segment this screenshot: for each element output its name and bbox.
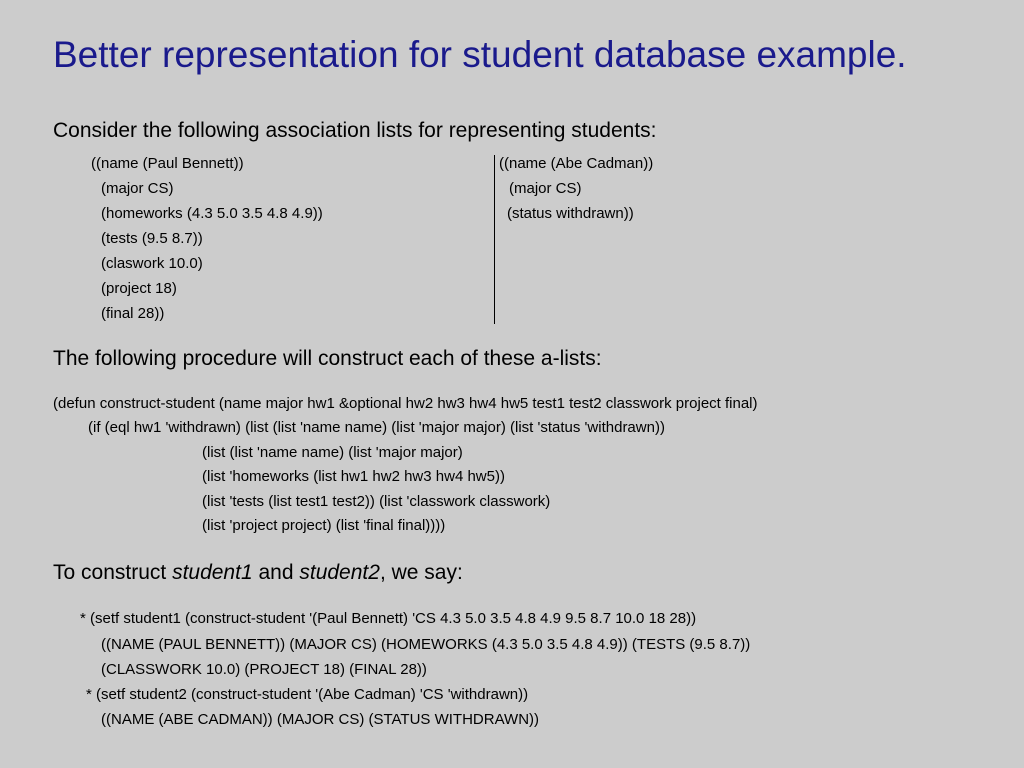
column-divider	[494, 155, 495, 324]
construct-heading	[53, 561, 463, 585]
repl-line: * (setf student2 (construct-student '(Abe Cadman) 'CS 'withdrawn))	[86, 686, 529, 703]
alist-left-line: (major CS)	[101, 180, 174, 197]
student1-name: student1	[172, 561, 253, 584]
repl-line: * (setf student1 (construct-student '(Paul Bennett) 'CS 4.3 5.0 3.5 4.8 4.9 9.5 8.7 10.0 18 28))	[80, 610, 697, 627]
alist-left-line: ((name (Paul Bennett))	[91, 155, 244, 172]
alist-left-line: (final 28))	[101, 305, 165, 322]
alist-left-line: (project 18)	[101, 280, 177, 297]
alist-left-line: (homeworks (4.3 5.0 3.5 4.8 4.9))	[101, 205, 323, 222]
student2-name: student2	[299, 561, 380, 584]
alist-left-line: (tests (9.5 8.7))	[101, 230, 203, 247]
intro-text: Consider the following association lists for representing students:	[53, 119, 657, 142]
procedure-heading: The following procedure will construct each of these a-lists:	[53, 347, 602, 370]
repl-line: ((NAME (ABE CADMAN)) (MAJOR CS) (STATUS WITHDRAWN))	[101, 711, 540, 728]
construct-and: and	[252, 561, 300, 584]
page-title: Better representation for student database example.	[53, 34, 907, 75]
code-line: (list 'project project) (list 'final final))))	[202, 517, 446, 534]
construct-prefix: To construct	[53, 561, 173, 584]
alist-right-line: (major CS)	[509, 180, 582, 197]
construct-suffix: , we say:	[379, 561, 463, 584]
code-line: (list (list 'name name) (list 'major major)	[202, 444, 463, 461]
alist-left-line: (claswork 10.0)	[101, 255, 203, 272]
repl-line: ((NAME (PAUL BENNETT)) (MAJOR CS) (HOMEWORKS (4.3 5.0 3.5 4.8 4.9)) (TESTS (9.5 8.7))	[101, 636, 751, 653]
repl-line: (CLASSWORK 10.0) (PROJECT 18) (FINAL 28))	[101, 661, 427, 678]
code-line: (list 'tests (list test1 test2)) (list 'classwork classwork)	[202, 493, 551, 510]
alist-right-line: (status withdrawn))	[507, 205, 634, 222]
code-line: (defun construct-student (name major hw1 &optional hw2 hw3 hw4 hw5 test1 test2 classwork project final)	[53, 395, 758, 412]
alist-right-line: ((name (Abe Cadman))	[499, 155, 654, 172]
code-line: (list 'homeworks (list hw1 hw2 hw3 hw4 hw5))	[202, 468, 505, 485]
code-line: (if (eql hw1 'withdrawn) (list (list 'name name) (list 'major major) (list 'status 'withdrawn))	[88, 419, 665, 436]
